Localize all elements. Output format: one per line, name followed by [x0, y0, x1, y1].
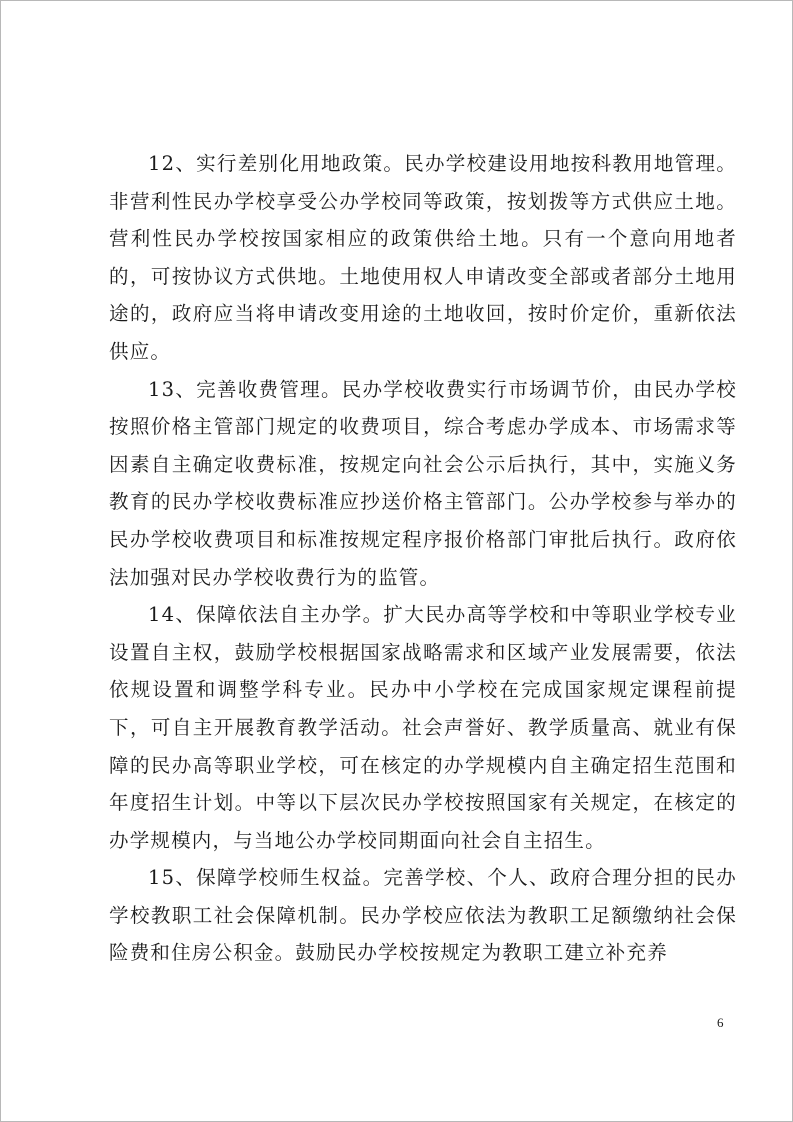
page-number: 6 [717, 1015, 724, 1030]
body-text [109, 145, 737, 972]
paragraph-fee-management: 13、完善收费管理。民办学校收费实行市场调节价，由民办学校按照价格主管部门规定的收费项目，综合考虑办学成本、市场需求等因素自主确定收费标准，按规定向社会公示后执行，其中，实施义务教育的民办学校收费标准应抄送价格主管部门。公办学校参与举办的民办学校收费项目和标准按规定程序报价格部门审批后执行。政府依法加强对民办学校收费行为的监管。 [109, 377, 737, 589]
paragraph-staff-rights: 15、保障学校师生权益。完善学校、个人、政府合理分担的民办学校教职工社会保障机制。民办学校应依法为教职工足额缴纳社会保险费和住房公积金。鼓励民办学校按规定为教职工建立补充养 [109, 866, 737, 965]
paragraph-land-policy: 12、实行差别化用地政策。民办学校建设用地按科教用地管理。非营利性民办学校享受公办学校同等政策，按划拨等方式供应土地。营利性民办学校按国家相应的政策供给土地。只有一个意向用地者的，可按协议方式供地。土地使用权人申请改变全部或者部分土地用途的，政府应当将申请改变用途的土地收回，按时价定价，重新依法供应。 [109, 152, 737, 363]
paragraph-autonomous-operation: 14、保障依法自主办学。扩大民办高等学校和中等职业学校专业设置自主权，鼓励学校根据国家战略需求和区域产业发展需要，依法依规设置和调整学科专业。民办中小学校在完成国家规定课程前提下，可自主开展教育教学活动。社会声誉好、教学质量高、就业有保障的民办高等职业学校，可在核定的办学规模内自主确定招生范围和年度招生计划。中等以下层次民办学校按照国家有关规定，在核定的办学规模内，与当地公办学校同期面向社会自主招生。 [109, 603, 737, 852]
